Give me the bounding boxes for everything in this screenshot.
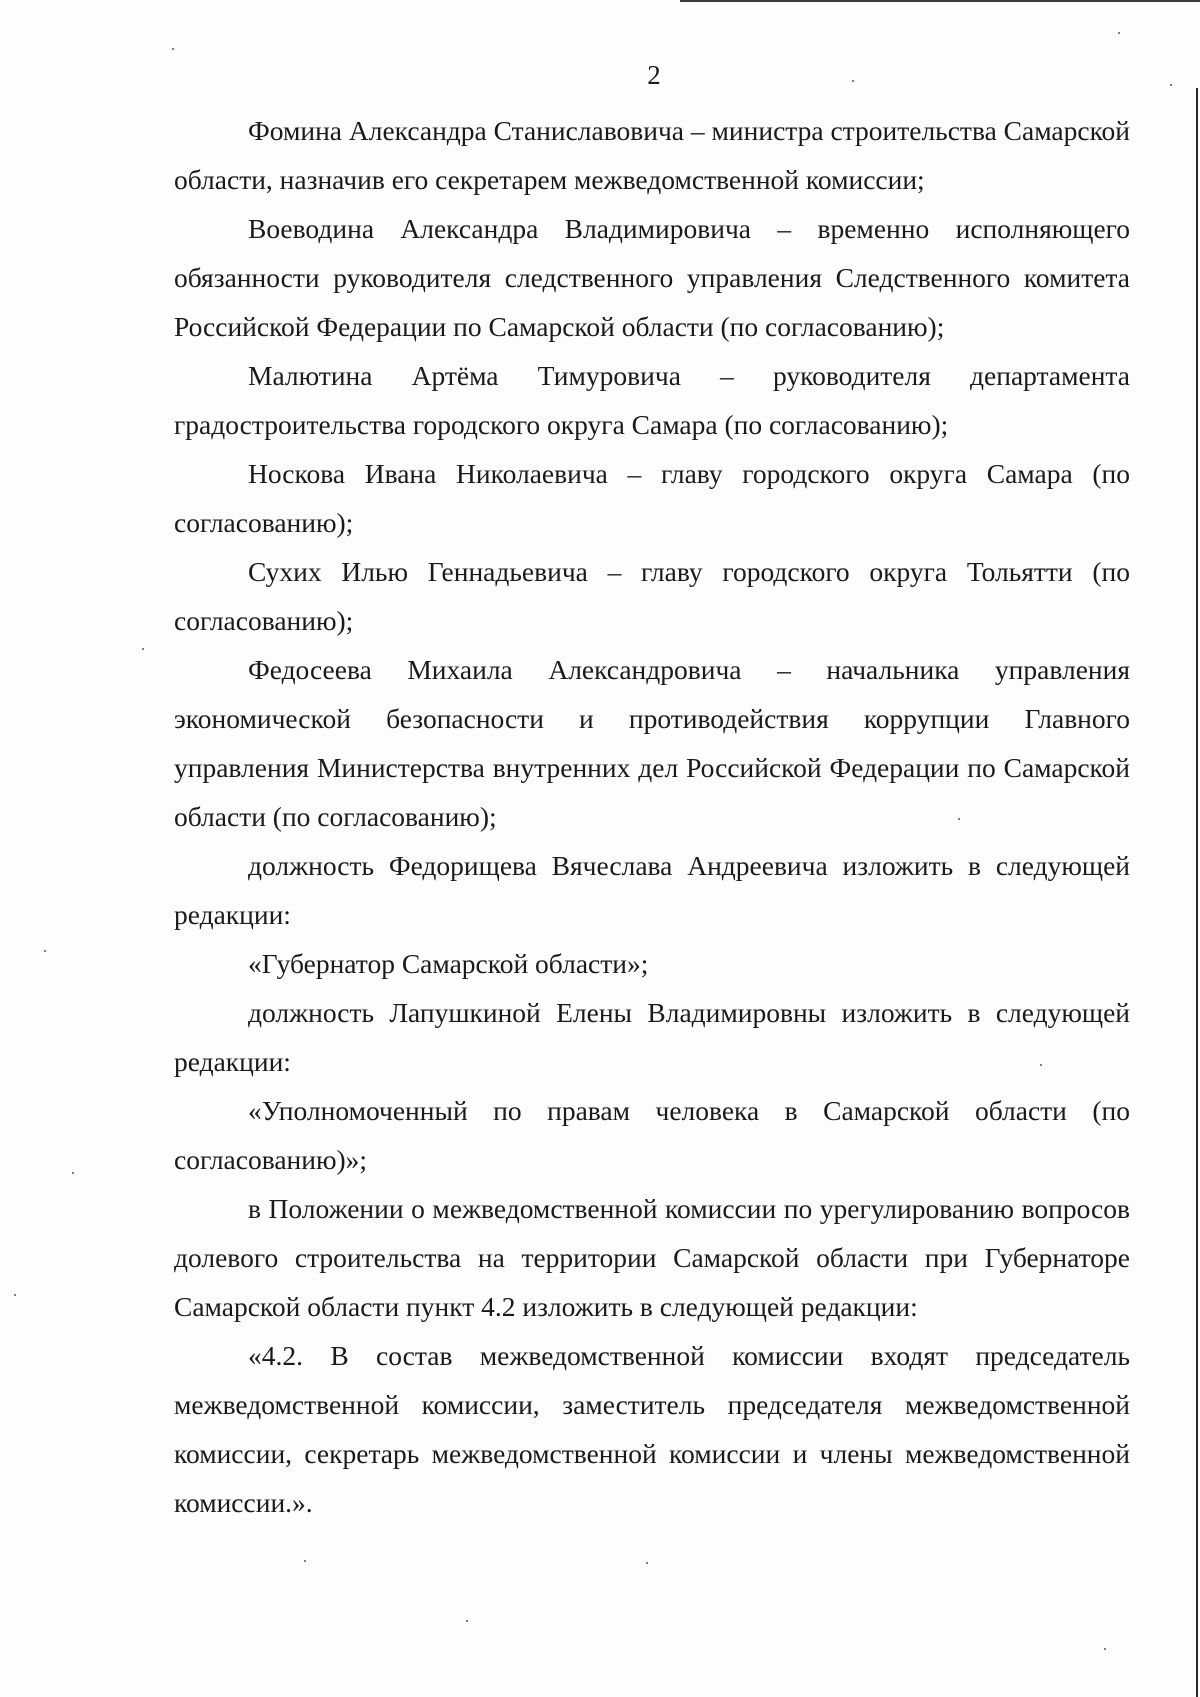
- scan-speck: [142, 648, 144, 650]
- paragraph-regulation-amendment: в Положении о межведомственной комиссии по урегулированию вопросов долевого строительства на территории Самарской области при Губернаторе Самарской области пункт 4.2 изложить в следующей редакции:: [174, 1193, 1130, 1322]
- scan-speck: [1040, 1064, 1042, 1066]
- scan-speck: [14, 1294, 16, 1296]
- paragraph-clause-4-2: «4.2. В состав межведомственной комиссии входят председатель межведомственной комиссии, заместитель председателя межведомственной комиссии, секретарь межведомственной комиссии и члены межведомственной комиссии.».: [174, 1340, 1130, 1518]
- scan-speck: [1104, 1648, 1106, 1650]
- scan-speck: [852, 80, 854, 82]
- scan-speck: [1118, 32, 1120, 34]
- document-body: [174, 106, 1130, 1527]
- scan-speck: [1170, 84, 1172, 86]
- paragraph-ombudsman-title: «Уполномоченный по правам человека в Самарской области (по согласованию)»;: [174, 1095, 1130, 1175]
- scan-speck: [172, 48, 174, 50]
- scan-edge-right: [1196, 88, 1198, 1697]
- scan-speck: [466, 1620, 468, 1622]
- paragraph-voevodin: Воеводина Александра Владимировича – временно исполняющего обязанности руководителя следственного управления Следственного комитета Российской Федерации по Самарской области (по согласованию);: [174, 213, 1130, 342]
- scan-speck: [44, 950, 46, 952]
- paragraph-fomin: Фомина Александра Станиславовича – министра строительства Самарской области, назначив его секретарем межведомственной комиссии;: [174, 115, 1131, 195]
- scan-speck: [646, 1562, 648, 1564]
- scan-speck: [72, 1172, 74, 1174]
- paragraph-malyutin: Малютина Артёма Тимуровича – руководителя департамента градостроительства городского округа Самара (по согласованию);: [174, 360, 1130, 440]
- scan-speck: [304, 1560, 306, 1562]
- paragraph-fedorishchev-position: должность Федорищева Вячеслава Андреевича изложить в следующей редакции:: [174, 850, 1130, 930]
- paragraph-sukhikh: Сухих Илью Геннадьевича – главу городского округа Тольятти (по согласованию);: [174, 556, 1130, 636]
- paragraph-noskov: Носкова Ивана Николаевича – главу городского округа Самара (по согласованию);: [174, 458, 1130, 538]
- scan-speck: [958, 818, 960, 820]
- paragraph-fedoseev: Федосеева Михаила Александровича – начальника управления экономической безопасности и противодействия коррупции Главного управления Министерства внутренних дел Российской Федерации по Самарской области (по согласованию);: [174, 654, 1130, 832]
- paragraph-governor-title: «Губернатор Самарской области»;: [248, 948, 649, 979]
- scan-edge-top: [680, 0, 1200, 2]
- page-number: 2: [647, 60, 661, 90]
- paragraph-lapushkina-position: должность Лапушкиной Елены Владимировны изложить в следующей редакции:: [174, 997, 1130, 1077]
